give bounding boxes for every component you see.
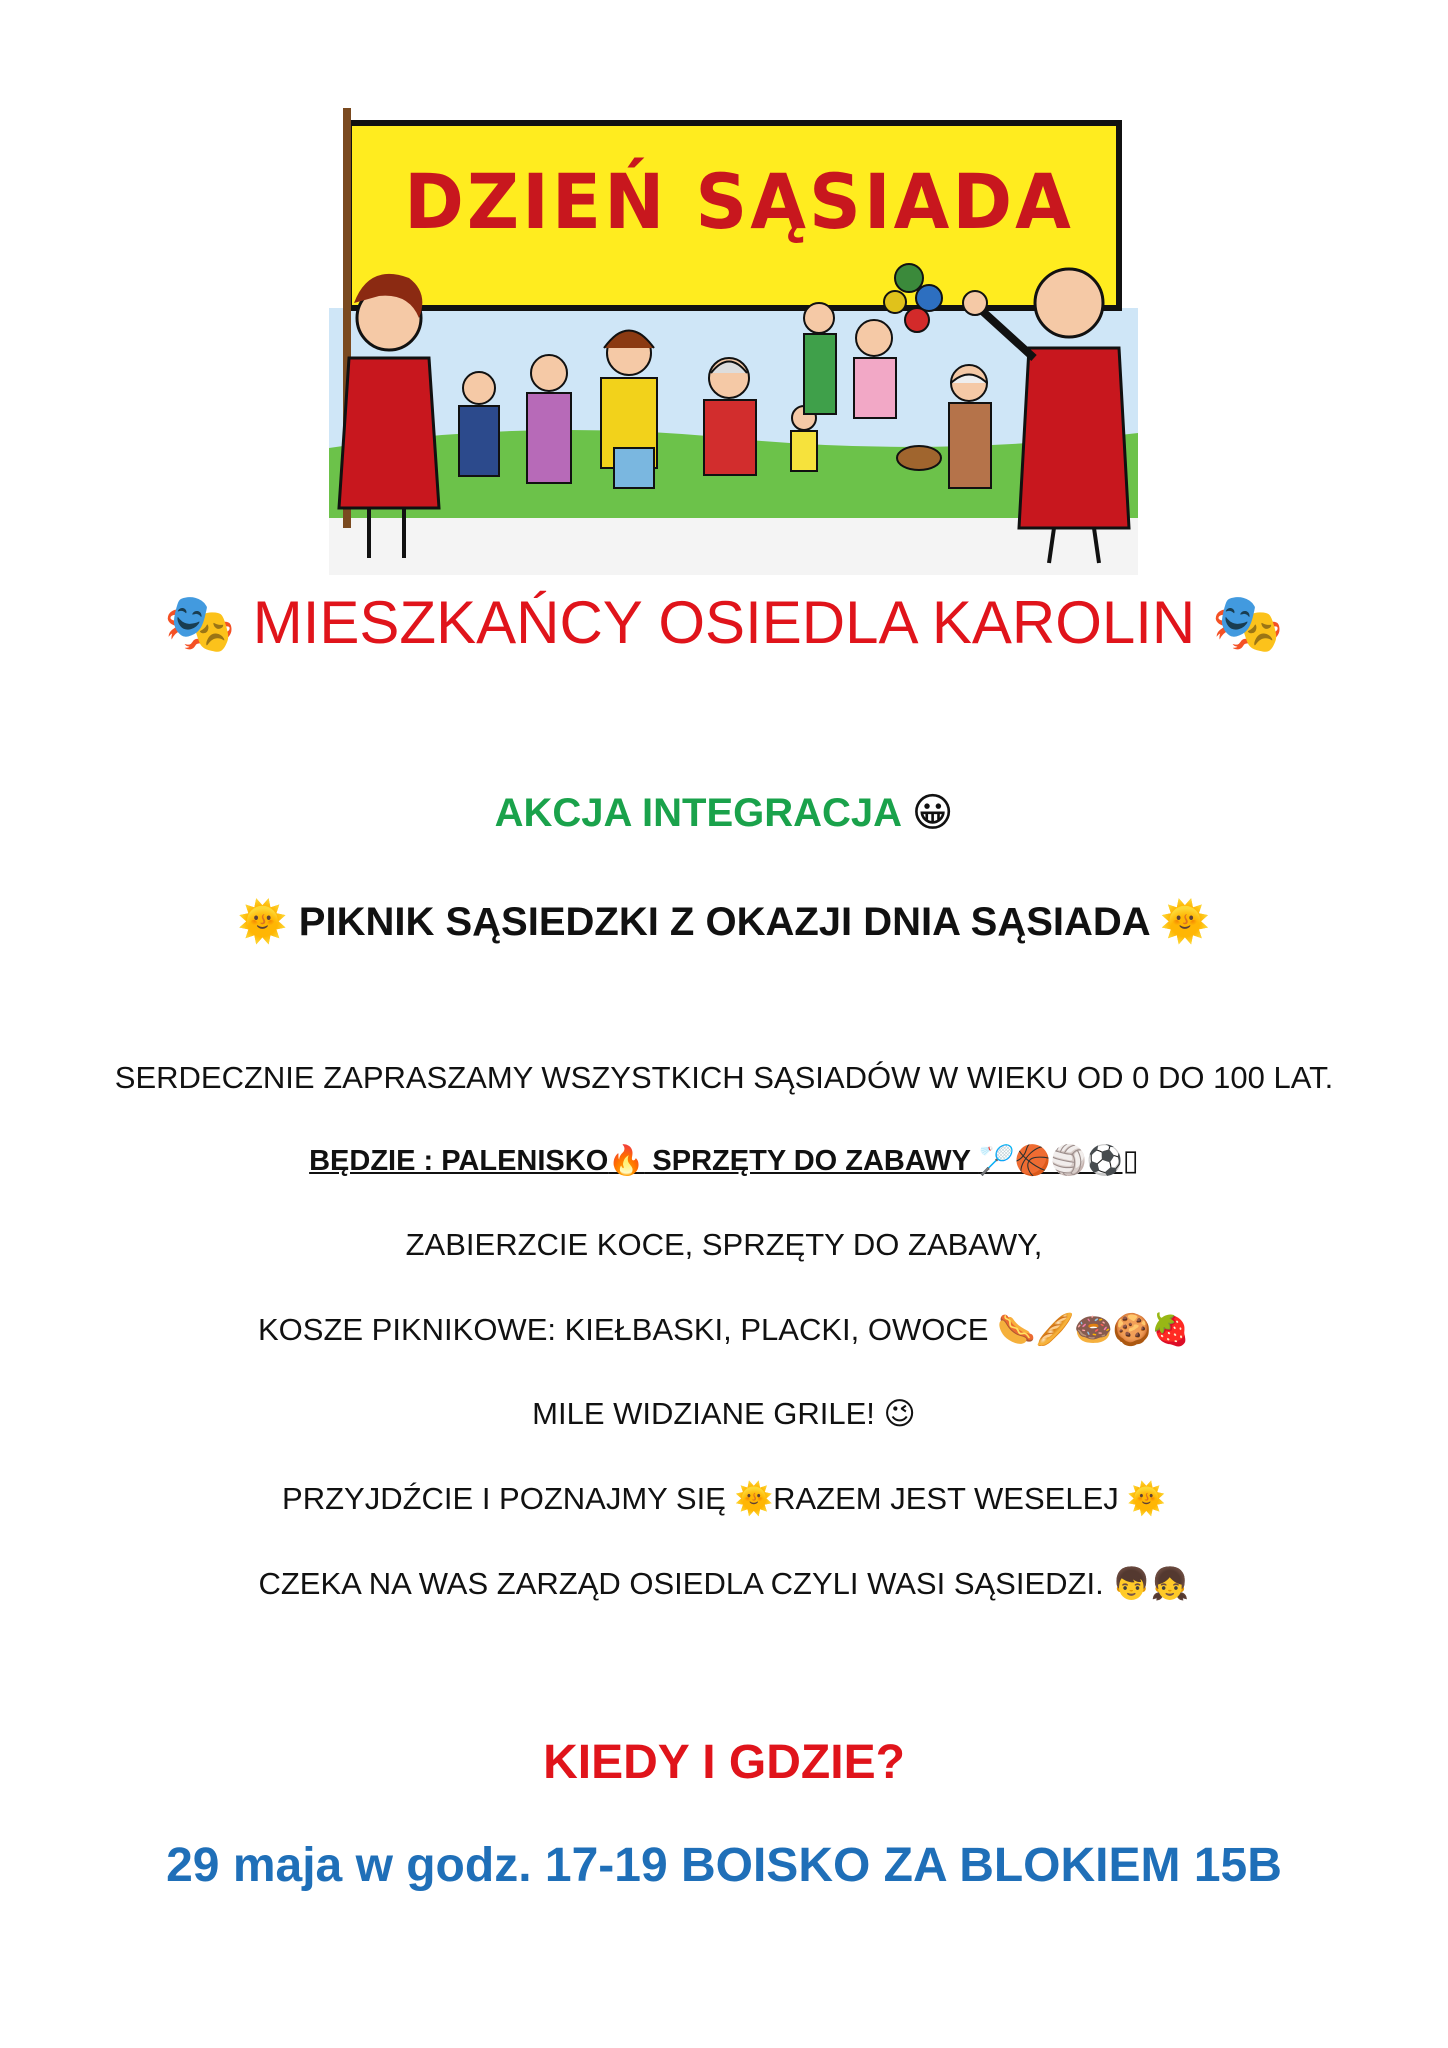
main-heading [0,588,1448,658]
invite-line: SERDECZNIE ZAPRASZAMY WSZYSTKICH SĄSIADÓW W WIEKU OD 0 DO 100 LAT. [114,1060,1334,1095]
banner-illustration [329,88,1138,575]
food-icons: 🌭🥖🍩🍪🍓 [997,1312,1191,1348]
banner-title: DZIEŃ SĄSIADA [404,157,1074,247]
board-line [0,1565,1448,1602]
bedzie-line [0,1143,1448,1178]
event-title [0,898,1448,945]
grinning-face-icon: 😀 [911,790,954,836]
subheading [0,790,1448,836]
boy-girl-icons: 👦👧 [1112,1566,1190,1602]
baskets-text: KOSZE PIKNIKOWE: KIEŁBASKI, PLACKI, OWOCE [257,1312,998,1347]
sun-face-icon: 🌞 [734,1481,774,1517]
come-text-1: PRZYJDŹCIE I POZNAJMY SIĘ [282,1481,735,1516]
grills-text: MILE WIDZIANE GRILE! [532,1396,884,1431]
board-text: CZEKA NA WAS ZARZĄD OSIEDLA CZYLI WASI SĄSIEDZI. [258,1566,1113,1601]
when-heading: KIEDY I GDZIE? [543,1736,905,1789]
come-text-2: RAZEM JEST WESELEJ [773,1481,1128,1516]
baskets-line [0,1311,1448,1348]
subheading-text: AKCJA INTEGRACJA [494,791,901,835]
main-heading-text: MIESZKAŃCY OSIEDLA KAROLIN [252,589,1196,656]
come-line [0,1480,1448,1517]
sun-face-icon: 🌞 [1127,1481,1166,1517]
sun-face-icon: 🌞 [237,899,288,945]
when-details: 29 maja w godz. 17-19 BOISKO ZA BLOKIEM 15B [166,1839,1282,1892]
theater-masks-icon: 🎭 [1211,589,1285,657]
bring-line: ZABIERZCIE KOCE, SPRZĘTY DO ZABAWY, [405,1227,1043,1262]
winking-face-icon: 😉 [883,1396,916,1432]
sports-equipment-icons: 🏸🏀🏐⚽▯ [978,1143,1139,1177]
theater-masks-icon: 🎭 [163,589,237,657]
bedzie-text-2: SPRZĘTY DO ZABAWY [644,1145,979,1177]
sun-face-icon: 🌞 [1160,899,1211,945]
fire-icon: 🔥 [608,1143,645,1177]
event-title-text: PIKNIK SĄSIEDZKI Z OKAZJI DNIA SĄSIADA [298,900,1150,944]
bedzie-text: BĘDZIE : PALENISKO [309,1145,609,1177]
grills-line [0,1396,1448,1432]
